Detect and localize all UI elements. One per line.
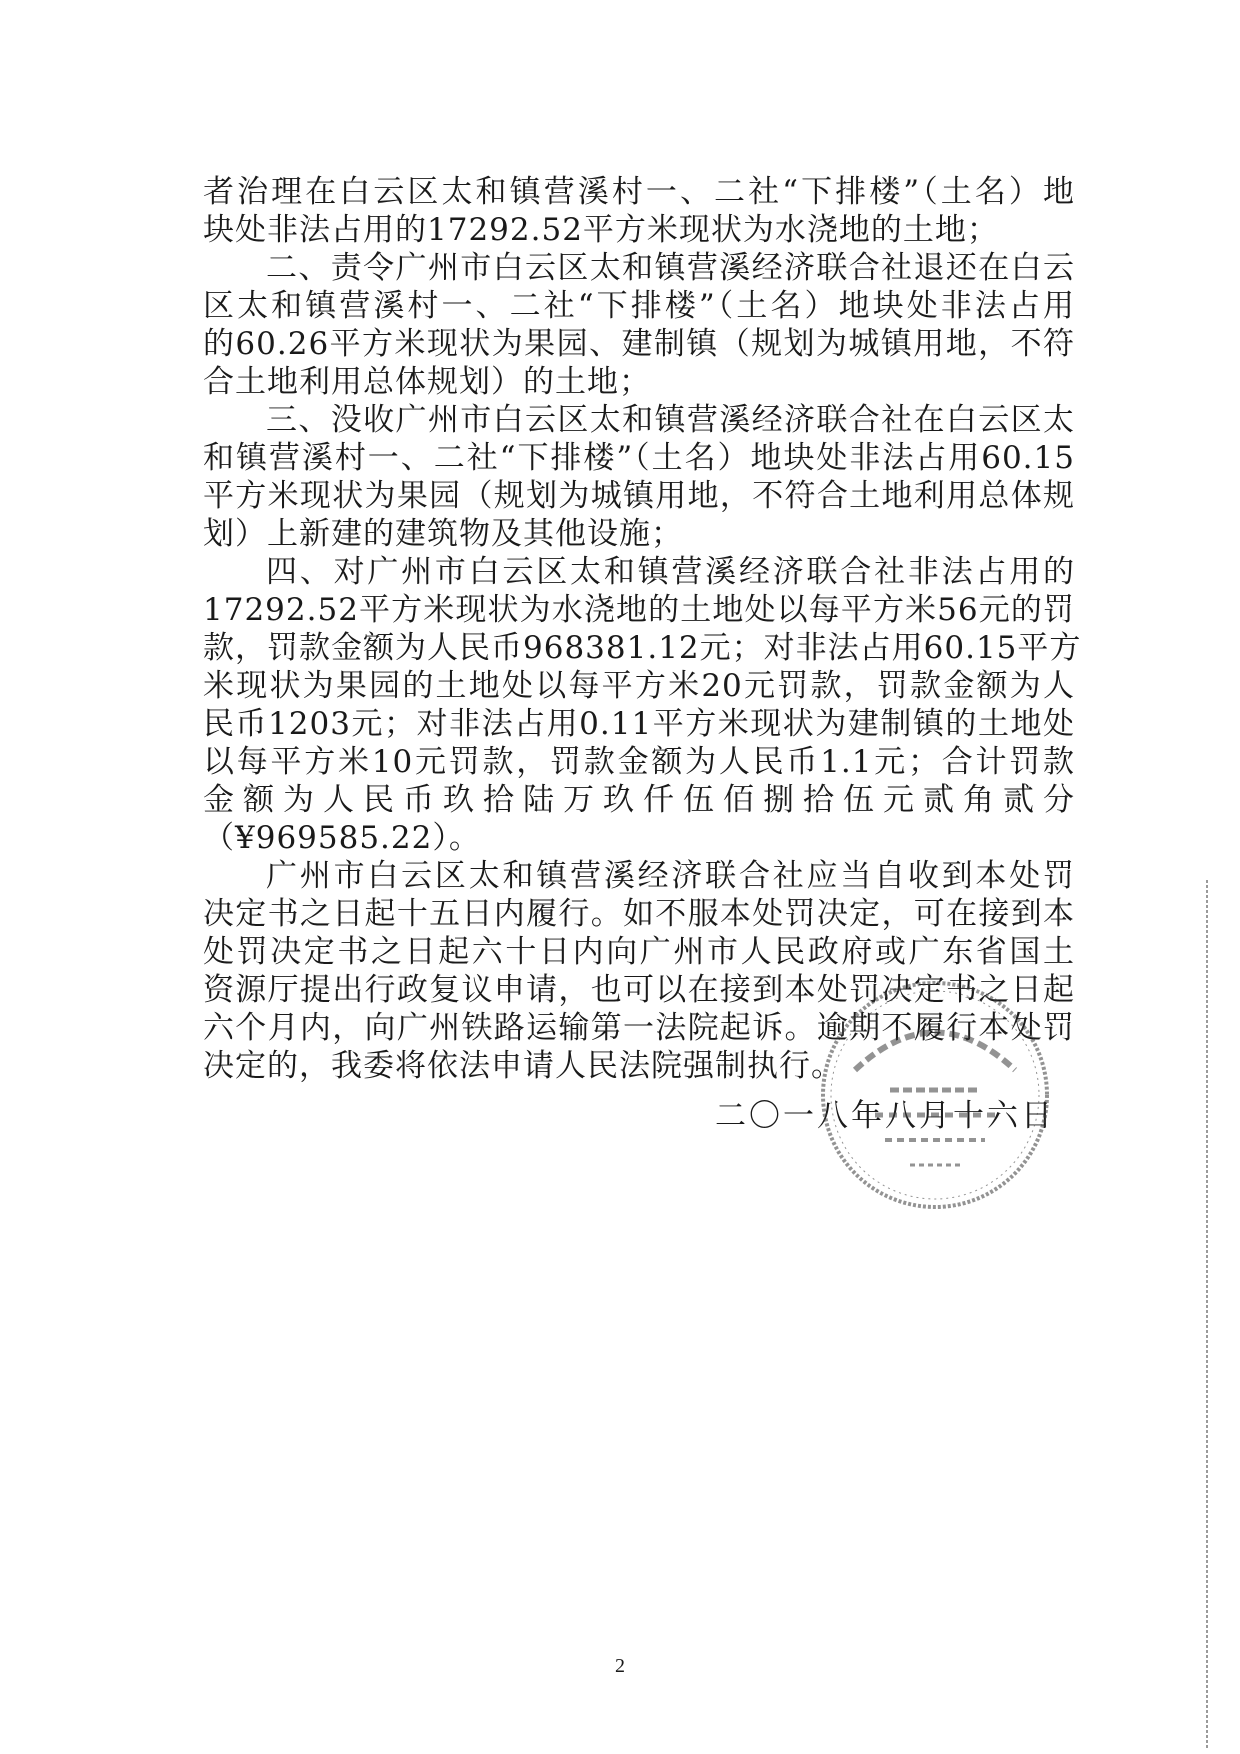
paragraph-two-line: 二、责令广州市白云区太和镇营溪经济联合社退还在白云 — [266, 250, 1075, 286]
paragraph-three-line: 三、没收广州市白云区太和镇营溪经济联合社在白云区太 — [266, 402, 1075, 438]
body-line: 以每平方米10元罚款，罚款金额为人民币1.1元；合计罚款 — [203, 744, 1075, 780]
body-line: 金额为人民币玖拾陆万玖仟伍佰捌拾伍元贰角贰分 — [203, 782, 1075, 818]
body-line: 者治理在白云区太和镇营溪村一、二社“下排楼”（土名）地 — [203, 174, 1075, 210]
body-line: 的60.26平方米现状为果园、建制镇（规划为城镇用地，不符 — [203, 326, 1075, 362]
paragraph-four-line: 四、对广州市白云区太和镇营溪经济联合社非法占用的 — [266, 554, 1075, 590]
document-date: 二〇一八年八月十六日 — [715, 1098, 1055, 1134]
body-line: （¥969585.22）。 — [203, 820, 481, 856]
body-line: 决定书之日起十五日内履行。如不服本处罚决定，可在接到本 — [203, 896, 1075, 932]
body-line: 块处非法占用的17292.52平方米现状为水浇地的土地； — [203, 212, 999, 248]
body-line: 决定的，我委将依法申请人民法院强制执行。 — [203, 1048, 843, 1084]
page-number: 2 — [615, 1655, 625, 1677]
body-line: 资源厅提出行政复议申请，也可以在接到本处罚决定书之日起 — [203, 972, 1075, 1008]
body-line: 款，罚款金额为人民币968381.12元；对非法占用60.15平方 — [203, 630, 1082, 666]
body-line: 民币1203元；对非法占用0.11平方米现状为建制镇的土地处 — [203, 706, 1075, 742]
body-line: 划）上新建的建筑物及其他设施； — [203, 516, 683, 552]
paragraph-five-line: 广州市白云区太和镇营溪经济联合社应当自收到本处罚 — [266, 858, 1075, 894]
body-line: 六个月内，向广州铁路运输第一法院起诉。逾期不履行本处罚 — [203, 1010, 1075, 1046]
body-line: 区太和镇营溪村一、二社“下排楼”（土名）地块处非法占用 — [203, 288, 1075, 324]
scan-edge-mark — [1203, 880, 1211, 1750]
body-line: 17292.52平方米现状为水浇地的土地处以每平方米56元的罚 — [203, 592, 1075, 628]
body-line: 平方米现状为果园（规划为城镇用地，不符合土地利用总体规 — [203, 478, 1075, 514]
body-line: 合土地利用总体规划）的土地； — [203, 364, 651, 400]
body-line: 和镇营溪村一、二社“下排楼”（土名）地块处非法占用60.15 — [203, 440, 1075, 476]
body-line: 处罚决定书之日起六十日内向广州市人民政府或广东省国土 — [203, 934, 1075, 970]
body-line: 米现状为果园的土地处以每平方米20元罚款，罚款金额为人 — [203, 668, 1075, 704]
